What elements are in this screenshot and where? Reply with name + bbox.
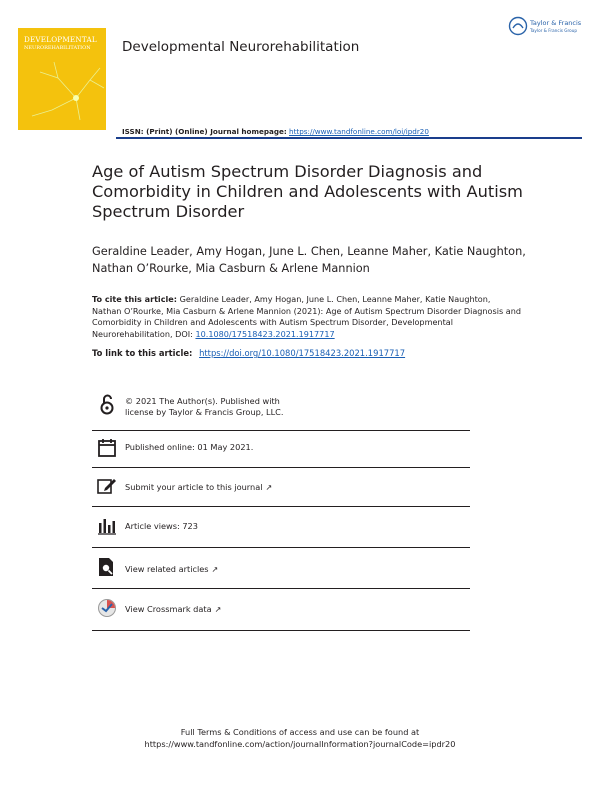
publisher-logo-line2: Taylor & Francis Group [530, 28, 578, 33]
crossmark-icon [96, 597, 118, 619]
journal-homepage-link[interactable]: https://www.tandfonline.com/loi/ipdr20 [289, 127, 429, 136]
footer-terms-text: Full Terms & Conditions of access and use can be found at [180, 727, 420, 737]
divider [92, 506, 470, 507]
issn-label: ISSN: (Print) (Online) Journal homepage: [122, 127, 287, 136]
document-search-icon [96, 556, 118, 578]
article-authors: Geraldine Leader, Amy Hogan, June L. Chen, Leanne Maher, Katie Naughton, Nathan O’Rourke, Mia Casburn & Arlene Mannion [92, 245, 526, 275]
published-date: Published online: 01 May 2021. [125, 442, 254, 452]
external-link-icon: ↗ [211, 565, 219, 574]
journal-cover-image [18, 28, 106, 130]
cite-text: Geraldine Leader, Amy Hogan, June L. Chen, Leanne Maher, Katie Naughton, Nathan O’Rourke, Mia Casburn & Arlene Mannion (2021): Age of Autism Spectrum Disorder Diagnosis and Comorbidity in Children and Adolescents with Autism Spectrum Disorder, Developmental Neurorehabilitation, DOI: [92, 294, 521, 339]
divider [92, 630, 470, 631]
published-row [92, 437, 470, 461]
taylor-francis-logo-icon [508, 16, 528, 36]
crossmark-link[interactable] [125, 604, 221, 615]
submit-article-link[interactable] [125, 482, 272, 493]
publisher-logo-line1: Taylor & Francis [530, 19, 582, 27]
bar-chart-icon [96, 514, 118, 536]
divider [92, 547, 470, 548]
views-row [92, 514, 470, 538]
related-articles-label: View related articles [125, 564, 209, 574]
header-rule [116, 137, 582, 139]
issn-line [122, 127, 429, 136]
article-title: Age of Autism Spectrum Disorder Diagnosis and Comorbidity in Children and Adolescents with Autism Spectrum Disorder [92, 162, 523, 221]
cite-doi-link[interactable]: 10.1080/17518423.2021.1917717 [195, 328, 335, 339]
open-access-lock-icon [96, 393, 118, 415]
divider [92, 430, 470, 431]
calendar-icon [96, 437, 118, 459]
license-row [92, 393, 470, 423]
submit-row[interactable] [92, 475, 470, 499]
cover-subtitle: NEUROREHABILITATION [24, 45, 91, 51]
divider [92, 588, 470, 589]
submit-article-label: Submit your article to this journal [125, 482, 263, 492]
divider [92, 467, 470, 468]
cite-label: To cite this article: [92, 294, 178, 304]
link-label: To link to this article: [92, 348, 193, 358]
related-articles-link[interactable] [125, 564, 218, 575]
crossmark-label: View Crossmark data [125, 604, 212, 614]
journal-name[interactable]: Developmental Neurorehabilitation [122, 39, 360, 55]
footer-terms-link[interactable]: https://www.tandfonline.com/action/journalInformation?journalCode=ipdr20 [144, 739, 456, 749]
article-views: Article views: 723 [125, 521, 198, 531]
related-row[interactable] [92, 556, 470, 580]
external-link-icon: ↗ [214, 605, 222, 614]
edit-icon [96, 475, 118, 497]
article-link-line [92, 348, 405, 358]
publisher-logo[interactable] [508, 16, 588, 38]
external-link-icon: ↗ [265, 483, 273, 492]
crossmark-row[interactable] [92, 597, 470, 621]
article-doi-link[interactable]: https://doi.org/10.1080/17518423.2021.1917717 [199, 348, 406, 358]
license-text: © 2021 The Author(s). Published with license by Taylor & Francis Group, LLC. [125, 396, 284, 417]
citation-block [92, 294, 522, 340]
footer [0, 726, 600, 750]
cover-title: DEVELOPMENTAL [24, 35, 97, 44]
